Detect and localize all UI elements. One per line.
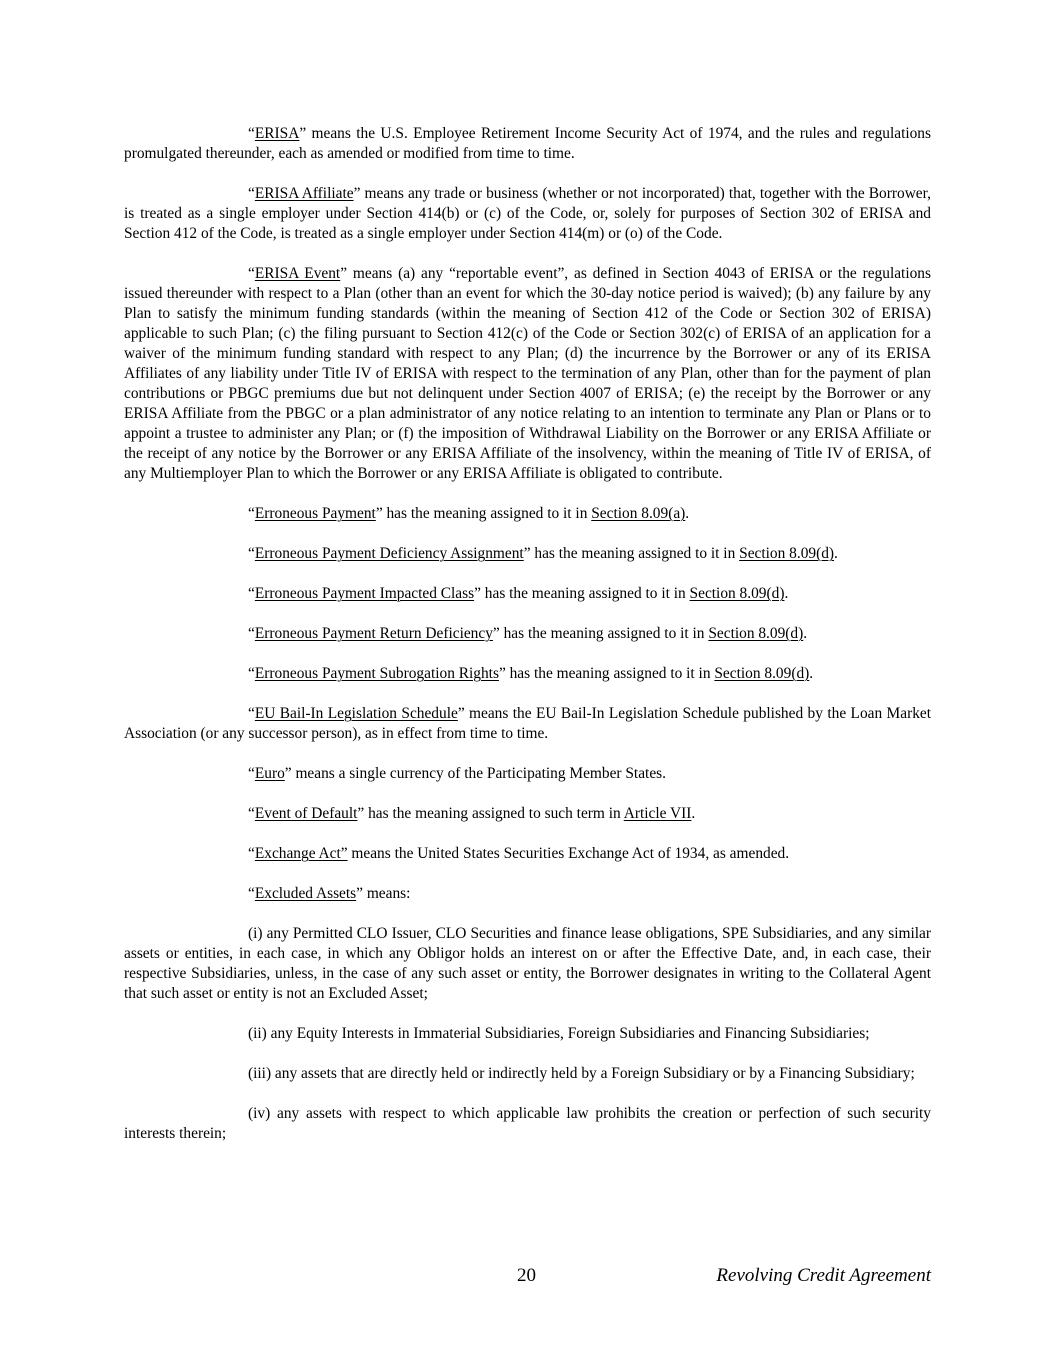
defined-term: Euro: [254, 765, 285, 782]
defined-term: Event of Default: [254, 805, 358, 822]
definition-erroneous-payment-impacted-class: “Erroneous Payment Impacted Class” has the meaning assigned to it in Section 8.09(d).: [248, 585, 789, 602]
defined-term: ERISA Affiliate: [254, 185, 354, 202]
definition-erroneous-payment-subrogation-rights: “Erroneous Payment Subrogation Rights” has the meaning assigned to it in Section 8.09(d).: [248, 665, 814, 682]
excluded-assets-item-iii: (iii) any assets that are directly held or indirectly held by a Foreign Subsidiary or by a Financing Subsidiary;: [248, 1065, 915, 1082]
section-reference: Section 8.09(d): [708, 625, 804, 642]
excluded-assets-item-i: (i) any Permitted CLO Issuer, CLO Securities and finance lease obligations, SPE Subsidiaries, and any similar assets or entities, in each case, in which any Obligor holds an interest on or after the Effective Date, and, in each case, their respective Subsidiaries, unless, in the case of any such asset or entity, the Borrower designates in writing to the Collateral Agent that such asset or entity is not an Excluded Asset;: [124, 925, 931, 1002]
article-reference: Article VII: [623, 805, 692, 822]
defined-term: Exchange Act”: [254, 845, 348, 862]
defined-term: EU Bail-In Legislation Schedule: [254, 705, 458, 722]
section-reference: Section 8.09(a): [591, 505, 686, 522]
definition-euro: “Euro” means a single currency of the Participating Member States.: [248, 765, 666, 782]
defined-term: Erroneous Payment Subrogation Rights: [254, 665, 499, 682]
definition-erisa: “ERISA” means the U.S. Employee Retirement Income Security Act of 1974, and the rules and regulations promulgated thereunder, each as amended or modified from time to time.: [124, 125, 931, 162]
defined-term: Erroneous Payment: [254, 505, 376, 522]
definition-erroneous-payment-return-deficiency: “Erroneous Payment Return Deficiency” has the meaning assigned to it in Section 8.09(d).: [248, 625, 808, 642]
definition-eu-bail-in-legislation-schedule: “EU Bail-In Legislation Schedule” means the EU Bail-In Legislation Schedule published by the Loan Market Association (or any successor person), as in effect from time to time.: [124, 705, 932, 742]
section-reference: Section 8.09(d): [689, 585, 785, 602]
definition-erroneous-payment-deficiency-assignment: “Erroneous Payment Deficiency Assignment” has the meaning assigned to it in Section 8.09(d).: [248, 545, 838, 562]
definition-excluded-assets: “Excluded Assets” means:: [248, 885, 411, 902]
document-title: Revolving Credit Agreement: [716, 1265, 931, 1286]
defined-term: Erroneous Payment Return Deficiency: [254, 625, 493, 642]
definition-erisa-affiliate: “ERISA Affiliate” means any trade or business (whether or not incorporated) that, together with the Borrower, is treated as a single employer under Section 414(b) or (c) of the Code, or, solely for purposes of Section 302 of ERISA and Section 412 of the Code, is treated as a single employer under Section 414(m) or (o) of the Code.: [124, 185, 931, 242]
defined-term: ERISA Event: [254, 265, 341, 282]
definition-erroneous-payment: “Erroneous Payment” has the meaning assigned to it in Section 8.09(a).: [248, 505, 690, 522]
section-reference: Section 8.09(d): [714, 665, 810, 682]
excluded-assets-item-ii: (ii) any Equity Interests in Immaterial Subsidiaries, Foreign Subsidiaries and Financing Subsidiaries;: [248, 1025, 870, 1042]
definition-exchange-act: “Exchange Act” means the United States Securities Exchange Act of 1934, as amended.: [248, 845, 790, 862]
excluded-assets-item-iv: (iv) any assets with respect to which applicable law prohibits the creation or perfection of such security interests therein;: [124, 1105, 931, 1142]
defined-term: Erroneous Payment Impacted Class: [254, 585, 475, 602]
document-body: [124, 124, 931, 1144]
defined-term: Excluded Assets: [254, 885, 357, 902]
definition-event-of-default: “Event of Default” has the meaning assigned to such term in Article VII.: [248, 805, 696, 822]
page-footer: [0, 1264, 1055, 1288]
section-reference: Section 8.09(d): [739, 545, 835, 562]
defined-term: Erroneous Payment Deficiency Assignment: [254, 545, 524, 562]
page-number: 20: [517, 1265, 536, 1286]
defined-term: ERISA: [254, 125, 300, 142]
definition-erisa-event: “ERISA Event” means (a) any “reportable event”, as defined in Section 4043 of ERISA or the regulations issued thereunder with respect to a Plan (other than an event for which the 30-day notice period is waived); (b) any failure by any Plan to satisfy the minimum funding standards (within the meaning of Section 412 of the Code or Section 302 of ERISA) applicable to such Plan; (c) the filing pursuant to Section 412(c) of the Code or Section 302(c) of ERISA of an application for a waiver of the minimum funding standard with respect to any Plan; (d) the incurrence by the Borrower or any of its ERISA Affiliates of any liability under Title IV of ERISA with respect to the termination of any Plan, other than for the payment of plan contributions or PBGC premiums due but not delinquent under Section 4007 of ERISA; (e) the receipt by the Borrower or any ERISA Affiliate from the PBGC or a plan administrator of any notice relating to an intention to terminate any Plan or Plans or to appoint a trustee to administer any Plan; or (f) the imposition of Withdrawal Liability on the Borrower or any ERISA Affiliate or the receipt of any notice by the Borrower or any ERISA Affiliate of the insolvency, within the meaning of Title IV of ERISA, of any Multiemployer Plan to which the Borrower or any ERISA Affiliate is obligated to contribute.: [124, 265, 931, 482]
